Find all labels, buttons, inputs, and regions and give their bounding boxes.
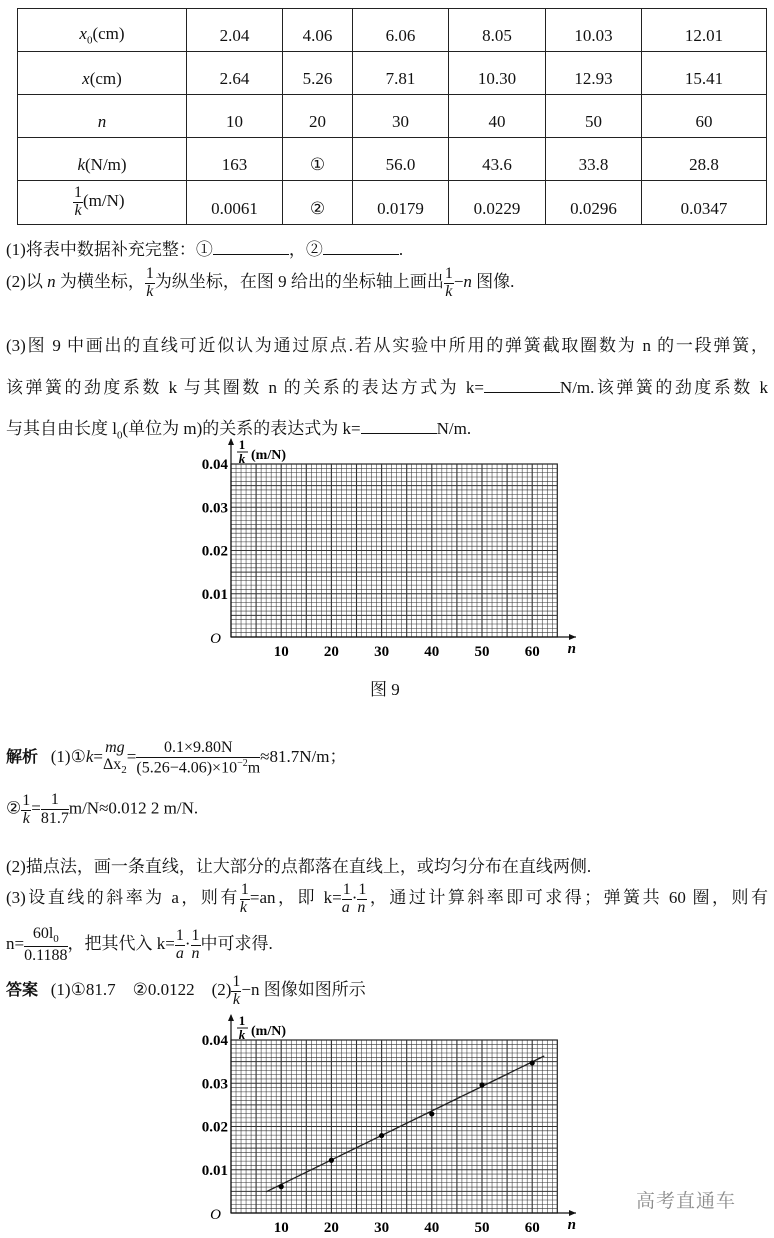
sol-sub: 0 <box>53 933 59 946</box>
fraction <box>191 928 201 962</box>
row-label <box>18 138 187 181</box>
table-cell: 60 <box>642 95 767 138</box>
table-row <box>18 181 767 225</box>
y-label-num: 1 <box>238 437 246 452</box>
table-cell: 33.8 <box>546 138 642 181</box>
table-cell: 0.0229 <box>449 181 546 225</box>
data-point <box>279 1184 284 1189</box>
q3-text: 该弹簧的劲度系数 k 与其圈数 n 的关系的表达方式为 k= <box>6 378 484 397</box>
table-cell: ② <box>283 181 353 225</box>
q1-text: (1)将表中数据补充完整：① <box>6 240 213 259</box>
x-tick-label: 60 <box>524 644 540 660</box>
frac-den: a <box>175 945 184 963</box>
frac-den: a <box>341 899 350 916</box>
frac-num: 1 <box>145 265 154 282</box>
x-tick-label: 10 <box>273 1220 289 1236</box>
table-cell: 0.0347 <box>642 181 767 225</box>
fraction <box>73 185 83 219</box>
unit: (cm) <box>92 23 125 43</box>
sol-text: Δx <box>102 756 122 774</box>
solution-line-4 <box>6 882 768 916</box>
answer-label: 答案 <box>6 979 39 999</box>
sol-text: 中可求得. <box>200 934 273 953</box>
sol-text: = <box>93 747 103 767</box>
fraction <box>231 974 241 1008</box>
x-tick-label: 50 <box>474 644 490 660</box>
y-tick-label: 0.04 <box>201 457 228 473</box>
unit: (N/m) <box>85 155 127 174</box>
table-cell: 10 <box>187 95 283 138</box>
answer-blank-4 <box>361 419 437 434</box>
data-table <box>17 8 767 225</box>
x-tick-label: 40 <box>424 1220 440 1236</box>
frac-num: 1 <box>74 184 82 201</box>
q1-text-mid: ，② <box>288 240 323 259</box>
data-point <box>379 1133 384 1138</box>
q3-text: N/m. <box>436 419 472 438</box>
table-cell: 0.0179 <box>353 181 449 225</box>
y-tick-label: 0.03 <box>201 500 228 517</box>
answer-blank-3 <box>484 378 560 393</box>
x-axis-label: n <box>567 641 576 657</box>
y-tick-label: 0.02 <box>201 1119 228 1136</box>
y-label-den: k <box>238 1027 246 1042</box>
solution-line-5 <box>6 926 273 964</box>
data-point <box>530 1060 535 1065</box>
y-tick-label: 0.03 <box>201 1076 228 1093</box>
table-cell: 20 <box>283 95 353 138</box>
sol-text: (1)① <box>50 747 86 767</box>
table-cell: 15.41 <box>642 52 767 95</box>
sol-text: (3)设直线的斜率为 a，则有 <box>6 887 240 907</box>
origin-label: O <box>210 631 221 647</box>
q2-var: n <box>47 271 56 291</box>
table-cell: 2.64 <box>187 52 283 95</box>
frac-num: 1 <box>232 973 241 990</box>
solution-line-3: (2)描点法，画一条直线，让大部分的点都落在直线上，或均匀分布在直线两侧. <box>6 857 592 876</box>
table-cell: ① <box>283 138 353 181</box>
answer-text: −n 图像如图所示 <box>241 979 366 999</box>
fraction <box>444 266 454 300</box>
sol-text: =an，即 k= <box>249 887 342 907</box>
table-cell: 8.05 <box>449 9 546 52</box>
frac-num: 0.1×9.80N <box>136 740 260 758</box>
frac-num: 1 <box>191 927 200 945</box>
variable: x <box>79 23 87 43</box>
table-cell: 28.8 <box>642 138 767 181</box>
question-1 <box>6 235 403 260</box>
sol-text: ② <box>6 798 22 818</box>
q3-text: N/m.该弹簧的劲度系数 k <box>559 378 768 397</box>
frac-den <box>136 758 260 776</box>
x-tick-label: 20 <box>323 1220 339 1236</box>
table-row <box>18 138 767 181</box>
q3-sub: 0 <box>116 429 123 442</box>
variable: x <box>82 69 90 88</box>
answer-graph <box>190 1013 580 1238</box>
fraction <box>357 882 367 916</box>
y-tick-label: 0.04 <box>201 1033 228 1049</box>
frac-den: n <box>191 945 200 963</box>
solution-line-1 <box>6 740 346 776</box>
x-tick-label: 50 <box>474 1220 490 1236</box>
frac-num: 1 <box>22 791 31 809</box>
answer-text: (1)①81.7 ②0.0122 (2) <box>50 979 232 999</box>
q2-text: 为纵坐标，在图 9 给出的坐标轴上画出 <box>154 271 444 291</box>
frac-den <box>103 756 127 776</box>
frac-den: k <box>445 283 453 300</box>
table-cell: 43.6 <box>449 138 546 181</box>
sol-text: 60l <box>32 925 54 942</box>
frac-num: 1 <box>41 792 69 810</box>
sol-text: n= <box>6 934 25 953</box>
sol-text: m <box>247 759 261 777</box>
table-cell: 163 <box>187 138 283 181</box>
table-cell: 4.06 <box>283 9 353 52</box>
table-cell: 12.01 <box>642 9 767 52</box>
sol-text: · <box>184 934 191 953</box>
q1-text-end: . <box>398 240 404 259</box>
question-3-line-2 <box>6 373 768 398</box>
question-2 <box>6 266 514 300</box>
unit: (cm) <box>89 69 122 88</box>
variable: n <box>97 112 107 131</box>
sol-var: k <box>85 747 94 767</box>
fraction <box>240 882 250 916</box>
q2-var: n <box>463 271 472 291</box>
subscript: 0 <box>86 34 93 46</box>
fraction <box>342 882 352 916</box>
table-row <box>18 9 767 52</box>
watermark: 高考直通车 <box>636 1190 737 1212</box>
fraction <box>103 740 127 776</box>
y-tick-label: 0.02 <box>201 543 228 560</box>
row-label <box>18 52 187 95</box>
frac-den: n <box>357 899 366 916</box>
sol-text: = <box>126 747 137 767</box>
y-axis-arrow-icon <box>228 438 234 445</box>
y-label-unit: (m/N) <box>251 1024 286 1039</box>
frac-den: 0.1188 <box>24 947 68 965</box>
x-tick-label: 40 <box>424 644 440 660</box>
answer-blank-1 <box>213 240 289 255</box>
data-point <box>479 1082 484 1087</box>
solution-line-2 <box>6 792 198 827</box>
table-cell: 56.0 <box>353 138 449 181</box>
frac-num: 1 <box>358 881 367 898</box>
y-tick-label: 0.01 <box>201 586 228 603</box>
row-label <box>18 9 187 52</box>
frac-num: 1 <box>342 881 351 898</box>
answer-blank-2 <box>323 240 399 255</box>
frac-num: 1 <box>240 881 249 898</box>
x-axis-arrow-icon <box>569 1210 576 1216</box>
figure-9-blank-graph <box>190 437 580 667</box>
q2-text: 为横坐标， <box>55 271 145 291</box>
unit: (m/N) <box>83 190 125 210</box>
y-tick-label: 0.01 <box>201 1162 228 1179</box>
fraction <box>24 926 67 964</box>
frac-num: 1 <box>175 927 184 945</box>
origin-label: O <box>210 1207 221 1223</box>
sol-text: · <box>351 887 358 907</box>
figure-caption: 图 9 <box>370 680 400 699</box>
table-cell: 2.04 <box>187 9 283 52</box>
table-cell: 10.03 <box>546 9 642 52</box>
fraction <box>145 266 155 300</box>
table-cell: 6.06 <box>353 9 449 52</box>
q2-text: − <box>453 271 464 291</box>
fraction <box>41 792 69 827</box>
frac-den: 81.7 <box>40 810 69 827</box>
frac-num: 1 <box>444 265 453 282</box>
frac-den: k <box>22 809 30 827</box>
table-cell: 10.30 <box>449 52 546 95</box>
table-cell: 12.93 <box>546 52 642 95</box>
table-row <box>18 52 767 95</box>
frac-den: k <box>146 283 154 300</box>
row-label <box>18 95 187 138</box>
x-tick-label: 20 <box>323 644 339 660</box>
table-cell: 0.0296 <box>546 181 642 225</box>
sol-text: (5.26−4.06)×10 <box>136 759 238 777</box>
frac-num <box>24 926 67 947</box>
frac-den: k <box>74 202 82 219</box>
sol-text: m/N≈0.012 2 m/N. <box>68 798 199 818</box>
table-row <box>18 95 767 138</box>
y-label-unit: (m/N) <box>251 448 286 463</box>
frac-den: k <box>239 899 247 916</box>
x-tick-label: 10 <box>273 644 289 660</box>
x-axis-arrow-icon <box>569 634 576 640</box>
table-cell: 7.81 <box>353 52 449 95</box>
frac-num: mg <box>105 739 125 757</box>
table-cell: 5.26 <box>283 52 353 95</box>
solution-label: 解析 <box>6 747 39 767</box>
sol-text: = <box>31 798 41 818</box>
q2-text: (2)以 <box>6 271 48 291</box>
x-tick-label: 30 <box>374 1220 390 1236</box>
sol-sub: 2 <box>121 764 127 777</box>
q3-text: 与其自由长度 l <box>6 419 117 438</box>
answer-line <box>6 974 366 1008</box>
y-label-num: 1 <box>238 1013 246 1028</box>
table-cell: 40 <box>449 95 546 138</box>
x-tick-label: 60 <box>524 1220 540 1236</box>
frac-den: k <box>232 991 240 1008</box>
fraction <box>175 928 185 962</box>
data-point <box>329 1158 334 1163</box>
table-cell: 50 <box>546 95 642 138</box>
table-cell: 0.0061 <box>187 181 283 225</box>
row-label <box>18 181 187 225</box>
x-axis-label: n <box>567 1217 576 1233</box>
sol-sup: −2 <box>237 758 248 769</box>
y-axis-arrow-icon <box>228 1014 234 1021</box>
y-label-den: k <box>238 451 246 466</box>
x-tick-label: 30 <box>374 644 390 660</box>
q2-text: 图像. <box>471 271 515 291</box>
variable: k <box>77 155 85 174</box>
sol-text: ，把其代入 k= <box>67 934 175 953</box>
sol-text: ≈81.7N/m； <box>260 747 347 767</box>
data-point <box>429 1111 434 1116</box>
sol-text: ，通过计算斜率即可求得；弹簧共 60 圈，则有 <box>367 887 768 907</box>
q3-text: (单位为 m)的关系的表达式为 k= <box>122 419 361 438</box>
fraction <box>136 740 260 776</box>
fraction <box>21 793 31 827</box>
question-3-line-1: (3)图 9 中画出的直线可近似认为通过原点.若从实验中所用的弹簧截取圈数为 n 的一段弹簧， <box>6 336 768 355</box>
table-cell: 30 <box>353 95 449 138</box>
